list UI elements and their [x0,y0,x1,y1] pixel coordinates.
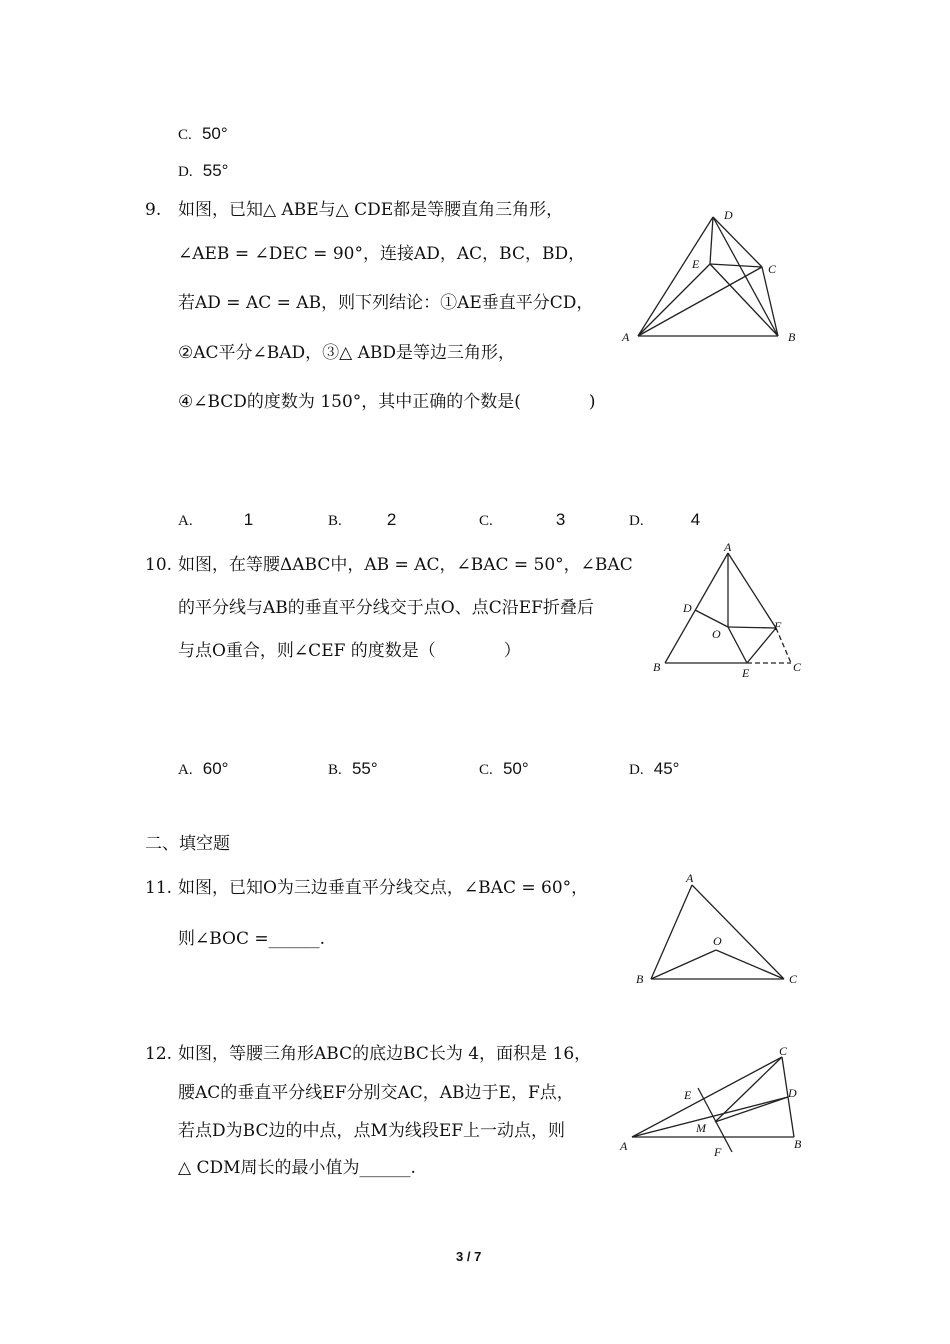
q12-figure [612,1040,812,1165]
q10-label-d: D [683,601,692,615]
section-title: 二、填空题 [145,834,230,854]
q12-seg-md [715,1097,788,1122]
q10-seg-ab [665,553,728,663]
q9-option-c: C. 3 [479,510,566,529]
q9-line-5: ④∠BCD的度数为 150°，其中正确的个数是( ) [178,392,596,412]
q12-seg-ac [632,1057,782,1137]
q11-seg-ac [692,885,784,979]
q12-label-c: C [779,1044,788,1058]
q9-option-a: A. 1 [178,510,254,529]
q12-seg-mc [715,1057,782,1122]
q9-seg-ed [710,217,713,264]
q9-seg-cb [762,267,778,336]
q9-line-2: ∠AEB = ∠DEC = 90°，连接AD，AC，BC，BD， [178,244,586,264]
q11-label-a: A [686,871,694,885]
q12-line-1: 如图，等腰三角形ABC的底边BC长为 4，面积是 16， [178,1044,592,1064]
q12-seg-ad [632,1097,788,1137]
q9-seg-dc [713,217,762,267]
q9-line-3: 若AD = AC = AB，则下列结论：①AE垂直平分CD， [178,293,594,313]
q9-line-1: 如图，已知△ ABE与△ CDE都是等腰直角三角形， [178,200,564,220]
q10-seg-af [728,553,776,628]
q10-option-b: B. 55° [328,759,378,778]
q9-label-d: D [724,208,733,222]
q9-seg-ec [710,264,762,267]
page-number: 3 / 7 [456,1249,482,1264]
q9-number: 9. [145,200,162,220]
q9-figure [612,205,812,350]
q11-label-o: O [713,934,722,948]
q12-label-b: B [794,1137,802,1151]
q10-option-d: D. 45° [629,759,680,778]
q11-number: 11. [145,878,173,898]
q9-label-b: B [788,330,796,344]
q11-label-b: B [636,972,644,986]
q10-option-c: C. 50° [479,759,529,778]
q9-option-d: D. 4 [629,510,701,529]
q12-number: 12. [145,1044,173,1064]
q12-line-2: 腰AC的垂直平分线EF分别交AC，AB边于E，F点， [178,1083,574,1103]
q10-seg-of [728,627,776,628]
q9-label-e: E [692,257,700,271]
q10-dash-fc [776,628,791,663]
q9-option-b: B. 2 [328,510,397,529]
q12-label-e: E [684,1088,692,1102]
q10-line-1: 如图，在等腰ΔABC中，AB = AC，∠BAC = 50°，∠BAC [178,555,633,575]
q11-seg-ab [651,885,692,979]
q12-line-4: △ CDM周长的最小值为______. [178,1158,416,1178]
q12-seg-ef [698,1088,732,1152]
q10-line-2: 的平分线与AB的垂直平分线交于点O、点C沿EF折叠后 [178,598,594,618]
q9-label-a: A [622,330,630,344]
q10-seg-ef [747,628,776,663]
q12-label-f: F [714,1145,722,1159]
q12-label-a: A [620,1139,628,1153]
q9-line-4: ②AC平分∠BAD，③△ ABD是等边三角形， [178,343,516,363]
q11-figure [628,865,813,990]
q10-label-o: O [712,627,721,641]
q9-seg-ae [638,264,710,336]
q9-seg-ad [638,217,713,336]
q8-option-d: D. 55° [178,161,229,180]
q10-label-e: E [742,666,750,680]
q10-label-b: B [653,660,661,674]
q9-label-c: C [768,262,777,276]
q9-seg-ac [638,267,762,336]
q12-label-d: D [788,1086,797,1100]
q12-line-3: 若点D为BC边的中点，点M为线段EF上一动点，则 [178,1121,566,1141]
q10-number: 10. [145,555,173,575]
q11-label-c: C [789,972,798,986]
q10-seg-do [695,610,728,627]
q10-label-f: F [774,619,782,633]
q11-seg-bo [651,950,716,979]
q10-figure [645,540,820,685]
q10-seg-oe [728,627,747,663]
q10-label-a: A [724,540,732,554]
q10-line-3: 与点O重合，则∠CEF 的度数是（ ） [178,641,521,661]
q11-seg-oc [716,950,784,979]
q8-option-c: C. 50° [178,124,228,143]
q10-option-a: A. 60° [178,759,229,778]
q12-label-m: M [696,1121,706,1135]
q10-label-c: C [793,660,802,674]
q11-line-1: 如图，已知O为三边垂直平分线交点，∠BAC = 60°， [178,878,589,898]
q11-line-2: 则∠BOC =______. [178,929,326,949]
